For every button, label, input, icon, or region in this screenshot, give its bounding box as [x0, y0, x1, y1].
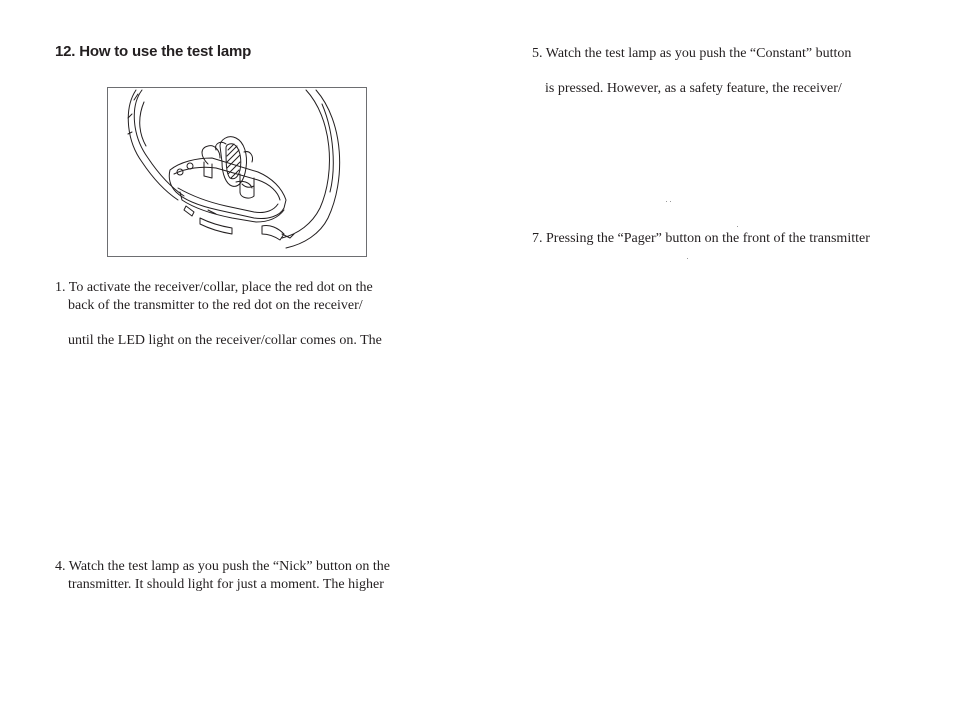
- step-4-line-2: transmitter. It should light for just a moment. The higher: [68, 577, 384, 592]
- print-speck: [670, 201, 671, 202]
- print-speck: [737, 226, 738, 227]
- step-7-line-1: 7. Pressing the “Pager” button on the front of the transmitter: [532, 231, 870, 246]
- test-lamp-on-collar-illustration: [108, 88, 366, 256]
- step-1-line-3: until the LED light on the receiver/collar comes on. The: [68, 333, 382, 348]
- print-speck: [687, 258, 688, 259]
- step-5-line-2: is pressed. However, as a safety feature, the receiver/: [545, 81, 842, 96]
- section-heading: 12. How to use the test lamp: [55, 43, 252, 60]
- step-1-line-2: back of the transmitter to the red dot on the receiver/: [68, 298, 363, 313]
- step-4-line-1: 4. Watch the test lamp as you push the “Nick” button on the: [55, 559, 390, 574]
- step-5-line-1: 5. Watch the test lamp as you push the “Constant” button: [532, 46, 852, 61]
- step-1-line-1: 1. To activate the receiver/collar, place the red dot on the: [55, 280, 373, 295]
- test-lamp-figure: [107, 87, 367, 257]
- print-speck: [666, 201, 667, 202]
